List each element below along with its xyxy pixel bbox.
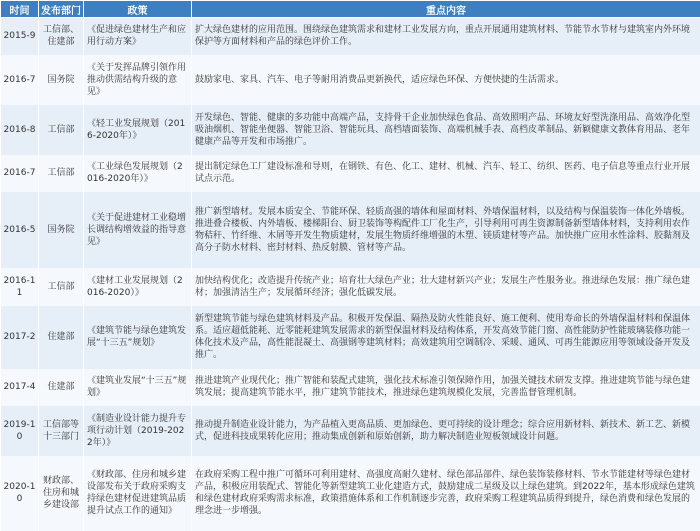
row-content: 加快结构优化；改造提升传统产业；培育壮大绿色产业；壮大建材新兴产业；发展生产性服务业。推进绿色发展：推广绿色建材；加强清洁生产；发展循环经济；强化低碳发展。 bbox=[192, 268, 700, 306]
table-row bbox=[1, 55, 700, 105]
table-row bbox=[1, 306, 700, 369]
row-time: 2016-5 bbox=[1, 192, 39, 268]
row-content: 推广新型墙材。发展本质安全、节能环保、轻质高强的墙体和屋面材料、外墙保温材料，以及结构与保温装饰一体化外墙板。推进叠合楼板、内外墙板、楼梯阳台、厨卫装饰等构配件工厂化生产，引导利用可再生资源制备新型墙体材料，支持利用农作物秸秆、竹纤维、木屑等开发生物质建材，发展生物质纤维增强的木塑、镁质建材等产品。加快推广应用水性涂料、胶黏剂及高分子防水材料、密封材料、热反射膜、管材等产品。 bbox=[192, 192, 700, 268]
row-dept: 工信部 bbox=[39, 268, 84, 306]
row-dept: 财政部、住房和城乡建设部 bbox=[39, 456, 84, 531]
row-dept: 国务院 bbox=[39, 55, 84, 105]
table-row bbox=[1, 18, 700, 55]
table-header bbox=[1, 1, 700, 18]
row-content: 开发绿色、智能、健康的多功能中高端产品，支持骨干企业加快绿色食品、高效照明产品、环境友好型洗涤用品、高效净化型吸油烟机、智能坐便器、智能卫浴、智能玩具、高档墙面装饰、高端机械手表、高档皮革制品、新颖健康文教体育用品、老年健康产品等开发和市场推广。 bbox=[192, 105, 700, 155]
row-content: 推动提升制造业设计能力，为产品植入更高品质、更加绿色、更可持续的设计理念；综合应用新材料、新技术、新工艺、新模式，促进科技成果转化应用；推动集成创新和原始创新，助力解决制造业短板领域设计问题。 bbox=[192, 406, 700, 456]
row-policy: 《财政部、住房和城乡建设部发布关于政府采购支持绿色建材促进建筑品质提升试点工作的通知》 bbox=[84, 456, 192, 531]
row-policy: 《建筑业发展“十三五”规划》 bbox=[84, 369, 192, 406]
header-content: 重点内容 bbox=[192, 1, 700, 18]
table-row bbox=[1, 192, 700, 268]
row-policy: 《制造业设计能力提升专项行动计划（2019-2022年）》 bbox=[84, 406, 192, 456]
row-time: 2016-7 bbox=[1, 155, 39, 192]
row-content: 扩大绿色建材的应用范围。围绕绿色建筑需求和建材工业发展方向，重点开展通用建筑材料、节能节水节材与建筑室内外环境保护等方面材料和产品的绿色评价工作。 bbox=[192, 18, 700, 55]
row-policy: 《建筑节能与绿色建筑发展“十三五”规划》 bbox=[84, 306, 192, 369]
row-content: 鼓励家电、家具、汽车、电子等耐用消费品更新换代，适应绿色环保、方便快捷的生活需求。 bbox=[192, 55, 700, 105]
row-time: 2017-2 bbox=[1, 306, 39, 369]
table-row bbox=[1, 456, 700, 531]
row-dept: 工信部 bbox=[39, 155, 84, 192]
table-row bbox=[1, 105, 700, 155]
row-time: 2017-4 bbox=[1, 369, 39, 406]
row-dept: 工信部、住建部 bbox=[39, 18, 84, 55]
row-policy: 《建材工业发展规划（2016-2020）》 bbox=[84, 268, 192, 306]
table-row bbox=[1, 155, 700, 192]
table-row bbox=[1, 268, 700, 306]
row-dept: 工信部 bbox=[39, 105, 84, 155]
row-content: 新型建筑节能与绿色建筑材料及产品。积极开发保温、隔热及防火性能良好、施工便利、使用寿命长的外墙保温材料和保温体系。适应超低能耗、近零能耗建筑发展需求的新型保温材料及结构体系，开发高效节能门窗、高性能防护性能玻璃装修功能一体化技术及产品，高性能混凝土、高强钢等建筑材料；高效建筑用空调制冷、采暖、通风、可再生能源应用等领域设备开发及推广。 bbox=[192, 306, 700, 369]
table-row bbox=[1, 406, 700, 456]
header-policy: 政策 bbox=[84, 1, 192, 18]
row-dept: 国务院 bbox=[39, 192, 84, 268]
table-body bbox=[1, 18, 700, 531]
table-row bbox=[1, 369, 700, 406]
row-time: 2016-7 bbox=[1, 55, 39, 105]
row-dept: 住建部 bbox=[39, 306, 84, 369]
row-content: 提出制定绿色工厂建设标准和导则，在钢铁、有色、化工、建材、机械、汽车、轻工、纺织、医药、电子信息等重点行业开展试点示范。 bbox=[192, 155, 700, 192]
header-dept: 发布部门 bbox=[39, 1, 84, 18]
row-policy: 《轻工业发展规划（2016-2020年）》 bbox=[84, 105, 192, 155]
header-time: 时间 bbox=[1, 1, 39, 18]
row-policy: 《促进绿色建材生产和应用行动方案》 bbox=[84, 18, 192, 55]
row-time: 2016-11 bbox=[1, 268, 39, 306]
row-policy: 《关于发挥品牌引领作用推动供需结构升级的意见》 bbox=[84, 55, 192, 105]
row-time: 2020-10 bbox=[1, 456, 39, 531]
row-time: 2019-10 bbox=[1, 406, 39, 456]
row-dept: 住建部 bbox=[39, 369, 84, 406]
header-row bbox=[1, 1, 700, 18]
row-content: 推进建筑产业现代化；推广智能和装配式建筑，强化技术标准引领保障作用，加强关键技术研发支撑。推进建筑节能与绿色建筑发展；提高建筑节能水平，推广建筑节能技术，推进绿色建筑规模化发展，完善监督管理机制。 bbox=[192, 369, 700, 406]
row-content: 在政府采购工程中推广可循环可利用建材、高强度高耐久建材、绿色部品部件、绿色装饰装修材料、节水节能建材等绿色建材产品，积极应用装配式、智能化等新型建筑工业化建造方式，鼓励建成二星级及以上绿色建筑。到2022年，基本形成绿色建筑和绿色建材政府采购需求标准，政策措施体系和工作机制逐步完善，政府采购工程建筑品质得到提升，绿色消费和绿色发展的理念进一步增强。 bbox=[192, 456, 700, 531]
row-time: 2015-9 bbox=[1, 18, 39, 55]
row-policy: 《关于促进建材工业稳增长调结构增效益的指导意见》 bbox=[84, 192, 192, 268]
row-time: 2016-8 bbox=[1, 105, 39, 155]
row-dept: 工信部等十三部门 bbox=[39, 406, 84, 456]
row-policy: 《工业绿色发展规划（2016-2020年）》 bbox=[84, 155, 192, 192]
